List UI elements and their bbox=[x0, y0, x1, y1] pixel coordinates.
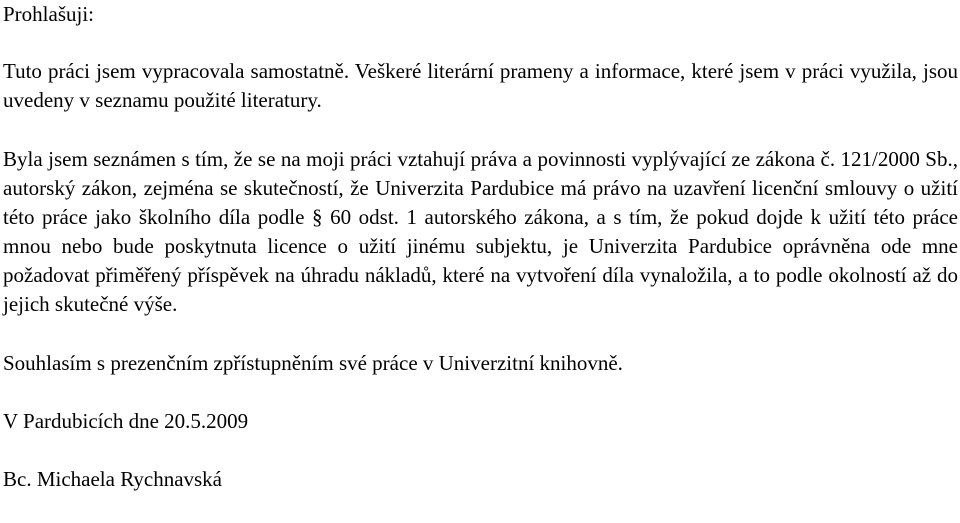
place-and-date: V Pardubicích dne 20.5.2009 bbox=[3, 409, 249, 433]
originality-statement: Tuto práci jsem vypracovala samostatně. Veškeré literární prameny a informace, které jsem v práci využila, jsou uvedeny v seznamu použité literatury. bbox=[3, 59, 958, 112]
declaration-heading: Prohlašuji: bbox=[3, 2, 95, 26]
author-signature: Bc. Michaela Rychnavská bbox=[3, 467, 223, 491]
copyright-statement: Byla jsem seznámen s tím, že se na moji práci vztahují práva a povinnosti vyplývající ze zákona č. 121/2000 Sb., autorský zákon, zejména se skutečností, že Univerzita Pardubice má právo na uzavření licenční smlouvy o užití této práce jako školního díla podle § 60 odst. 1 autorského zákona, a s tím, že pokud dojde k užití této práce mnou nebo bude poskytnuta licence o užití jinému subjektu, je Univerzita Pardubice oprávněna ode mne požadovat přiměřený příspěvek na úhradu nákladů, které na vytvoření díla vynaložila, a to podle okolností až do jejich skutečné výše. bbox=[3, 147, 958, 316]
library-consent-statement: Souhlasím s prezenčním zpřístupněním své práce v Univerzitní knihovně. bbox=[3, 351, 623, 375]
declaration-document bbox=[3, 0, 958, 494]
